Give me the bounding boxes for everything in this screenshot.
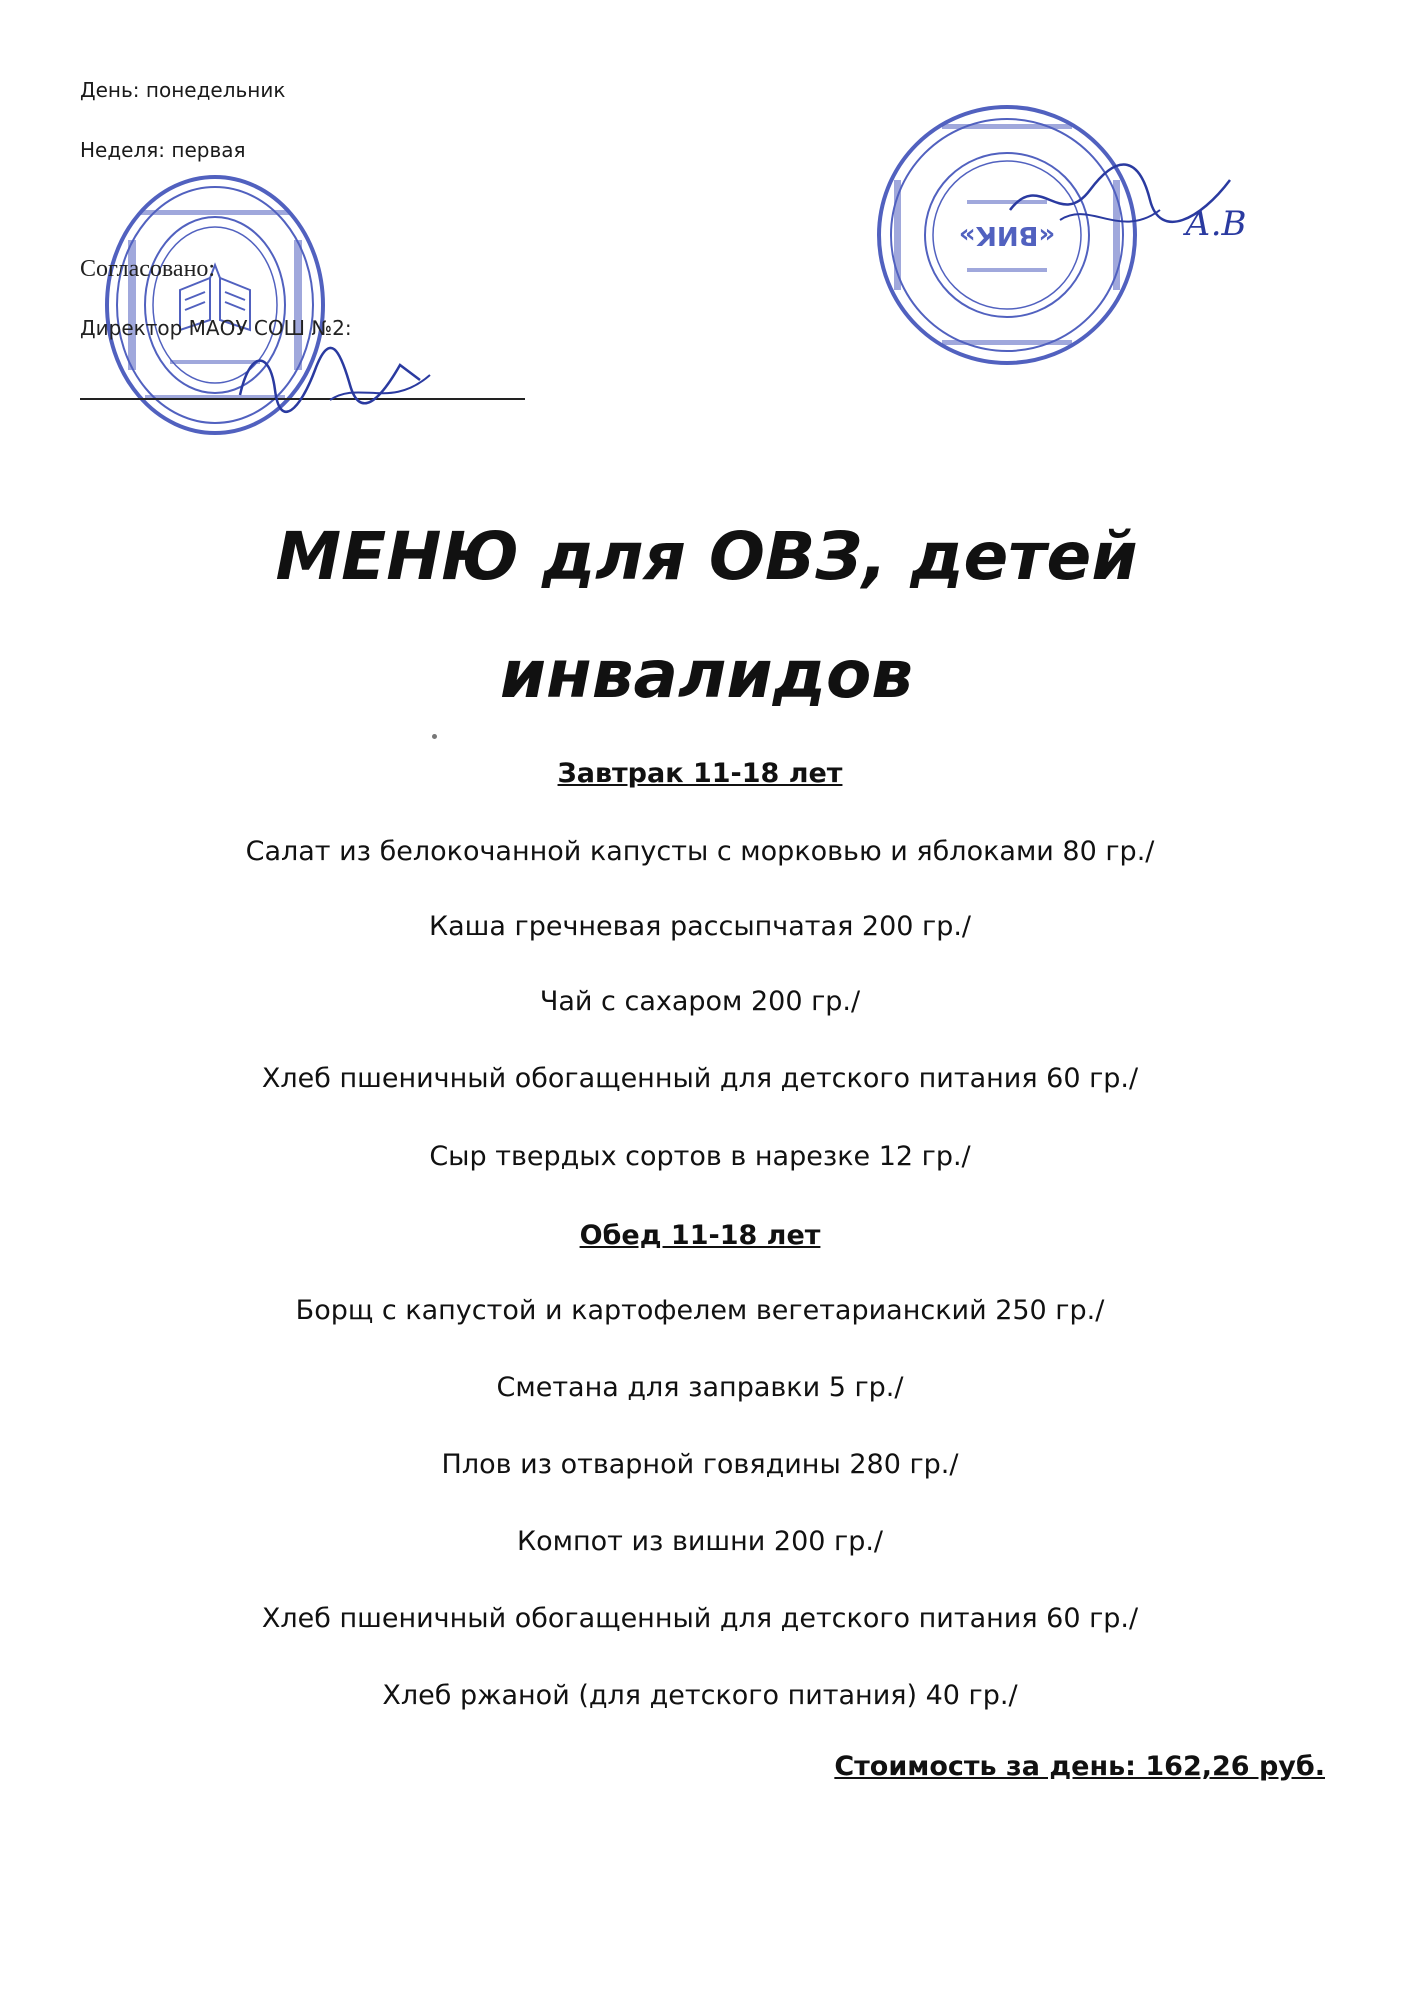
breakfast-item: Салат из белокочанной капусты с морковью и яблоками 80 гр./ xyxy=(245,836,1155,867)
lunch-heading: Обед 11-18 лет xyxy=(579,1220,821,1251)
lunch-item: Хлеб ржаной (для детского питания) 40 гр./ xyxy=(382,1680,1018,1711)
lunch-item: Компот из вишни 200 гр./ xyxy=(516,1526,884,1557)
signature-right-icon xyxy=(1000,150,1280,250)
lunch-item: Плов из отварной говядины 280 гр./ xyxy=(441,1449,959,1480)
week-label: Неделя: первая xyxy=(80,138,246,162)
breakfast-item: Каша гречневая рассыпчатая 200 гр./ xyxy=(428,911,972,942)
lunch-item: Сметана для заправки 5 гр./ xyxy=(496,1372,904,1403)
signature-initials: А.В xyxy=(1185,204,1247,244)
lunch-item: Борщ с капустой и картофелем вегетарианский 250 гр./ xyxy=(295,1295,1105,1326)
breakfast-heading: Завтрак 11-18 лет xyxy=(557,758,843,789)
menu-title xyxy=(0,498,1413,734)
menu-title-line-1: МЕНЮ для ОВЗ, детей xyxy=(275,518,1138,595)
day-label: День: понедельник xyxy=(80,78,286,102)
total-cost: Стоимость за день: 162,26 руб. xyxy=(834,1751,1325,1782)
lunch-item: Хлеб пшеничный обогащенный для детского питания 60 гр./ xyxy=(261,1603,1139,1634)
signature-left-icon xyxy=(230,340,450,420)
menu-title-line-2: инвалидов xyxy=(499,636,914,713)
breakfast-item: Чай с сахаром 200 гр./ xyxy=(539,986,861,1017)
svg-text:«ВИК»: «ВИК» xyxy=(958,220,1056,250)
breakfast-item: Сыр твердых сортов в нарезке 12 гр./ xyxy=(429,1141,971,1172)
approved-label: Согласовано: xyxy=(80,256,216,282)
scan-speck xyxy=(432,734,437,739)
breakfast-item: Хлеб пшеничный обогащенный для детского питания 60 гр./ xyxy=(261,1063,1139,1094)
director-label: Директор МАОУ СОШ №2: xyxy=(80,316,352,340)
